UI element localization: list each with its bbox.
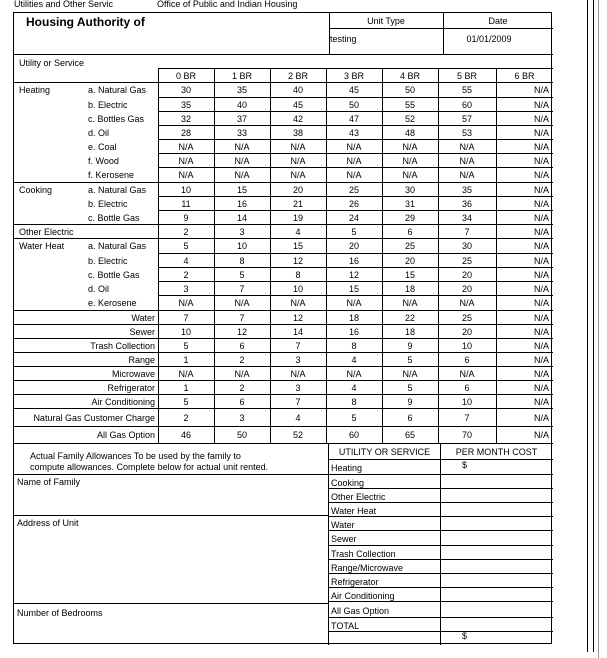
cell-11-4: 25 bbox=[404, 241, 415, 251]
cell-7-4: 30 bbox=[404, 185, 415, 195]
cell-14-2: 10 bbox=[292, 284, 303, 294]
cell-19-6: N/A bbox=[533, 355, 549, 365]
cell-4-1: N/A bbox=[234, 142, 250, 152]
cell-6-1: N/A bbox=[234, 170, 250, 180]
row-label-14: d. Oil bbox=[88, 284, 110, 294]
row-label-13: c. Bottle Gas bbox=[88, 270, 140, 280]
cell-16-6: N/A bbox=[533, 313, 549, 323]
cell-21-6: N/A bbox=[533, 383, 549, 393]
service-9: Air Conditioning bbox=[331, 591, 395, 601]
form-title: Housing Authority of bbox=[26, 15, 145, 29]
cell-22-6: N/A bbox=[533, 397, 549, 407]
cell-0-5: 55 bbox=[461, 85, 472, 95]
column-header-6: 6 BR bbox=[514, 71, 535, 81]
rule-h bbox=[14, 82, 553, 83]
cell-5-6: N/A bbox=[533, 156, 549, 166]
cell-13-1: 5 bbox=[239, 270, 245, 280]
cell-9-0: 9 bbox=[183, 213, 189, 223]
row-label-23: Natural Gas Customer Charge bbox=[33, 413, 155, 423]
row-label-5: f. Wood bbox=[88, 156, 119, 166]
cell-5-1: N/A bbox=[234, 156, 250, 166]
cell-11-0: 5 bbox=[183, 241, 189, 251]
cell-4-2: N/A bbox=[290, 142, 306, 152]
row-label-1: b. Electric bbox=[88, 100, 128, 110]
cell-13-0: 2 bbox=[183, 270, 189, 280]
rule-h bbox=[328, 545, 553, 546]
cell-4-0: N/A bbox=[178, 142, 194, 152]
cell-1-4: 55 bbox=[404, 100, 415, 110]
row-label-3: d. Oil bbox=[88, 128, 110, 138]
cell-20-1: N/A bbox=[234, 369, 250, 379]
cell-23-3: 5 bbox=[351, 413, 357, 423]
cell-10-1: 3 bbox=[239, 227, 245, 237]
rule-h bbox=[328, 617, 553, 618]
cell-12-4: 20 bbox=[404, 256, 415, 266]
cell-1-5: 60 bbox=[461, 100, 472, 110]
unit-type-label: Unit Type bbox=[367, 16, 405, 26]
cell-11-2: 15 bbox=[292, 241, 303, 251]
service-10: All Gas Option bbox=[331, 606, 390, 616]
cell-16-3: 18 bbox=[348, 313, 359, 323]
cell-9-2: 19 bbox=[292, 213, 303, 223]
row-label-19: Range bbox=[128, 355, 155, 365]
cell-23-0: 2 bbox=[183, 413, 189, 423]
cell-8-5: 36 bbox=[461, 199, 472, 209]
cell-3-0: 28 bbox=[180, 128, 191, 138]
cell-17-1: 12 bbox=[236, 327, 247, 337]
cell-24-0: 46 bbox=[180, 430, 191, 440]
cell-6-4: N/A bbox=[402, 170, 418, 180]
cell-17-5: 20 bbox=[461, 327, 472, 337]
cell-6-2: N/A bbox=[290, 170, 306, 180]
cell-22-2: 7 bbox=[295, 397, 301, 407]
cell-3-5: 53 bbox=[461, 128, 472, 138]
rule-h bbox=[328, 631, 553, 632]
cell-22-1: 6 bbox=[239, 397, 245, 407]
rule-h bbox=[158, 281, 553, 282]
cell-7-6: N/A bbox=[533, 185, 549, 195]
cell-13-2: 8 bbox=[295, 270, 301, 280]
rule-h bbox=[328, 573, 553, 574]
rule-h bbox=[14, 238, 553, 239]
rule-h bbox=[328, 488, 553, 489]
cell-19-4: 5 bbox=[407, 355, 413, 365]
cell-19-0: 1 bbox=[183, 355, 189, 365]
cell-12-6: N/A bbox=[533, 256, 549, 266]
cell-15-4: N/A bbox=[402, 298, 418, 308]
row-label-0: a. Natural Gas bbox=[88, 85, 147, 95]
service-0: Heating bbox=[331, 463, 363, 473]
cell-23-4: 6 bbox=[407, 413, 413, 423]
rule-h bbox=[158, 153, 553, 154]
cell-1-3: 50 bbox=[348, 100, 359, 110]
cell-10-4: 6 bbox=[407, 227, 413, 237]
cell-1-6: N/A bbox=[533, 100, 549, 110]
column-header-4: 4 BR bbox=[399, 71, 420, 81]
rule-h bbox=[328, 474, 553, 475]
total-dollar: $ bbox=[462, 631, 468, 641]
service-3: Water Heat bbox=[331, 506, 377, 516]
cell-14-0: 3 bbox=[183, 284, 189, 294]
cell-11-1: 10 bbox=[236, 241, 247, 251]
cell-14-4: 18 bbox=[404, 284, 415, 294]
rule-h bbox=[158, 125, 553, 126]
cell-20-0: N/A bbox=[178, 369, 194, 379]
cell-22-5: 10 bbox=[461, 397, 472, 407]
allowance-text-1: Actual Family Allowances To be used by the family to bbox=[30, 451, 241, 461]
rule-h bbox=[158, 267, 553, 268]
cell-5-5: N/A bbox=[459, 156, 475, 166]
rule-h bbox=[14, 182, 553, 183]
rule-h bbox=[329, 28, 553, 29]
rule-h bbox=[328, 516, 553, 517]
cell-6-5: N/A bbox=[459, 170, 475, 180]
unit-type-value: testing bbox=[330, 34, 357, 44]
cell-4-3: N/A bbox=[346, 142, 362, 152]
cell-19-2: 3 bbox=[295, 355, 301, 365]
cell-20-2: N/A bbox=[290, 369, 306, 379]
cell-16-0: 7 bbox=[183, 313, 189, 323]
cell-14-3: 15 bbox=[348, 284, 359, 294]
rule-h bbox=[14, 515, 328, 516]
service-4: Water bbox=[331, 520, 355, 530]
cell-16-1: 7 bbox=[239, 313, 245, 323]
cell-8-6: N/A bbox=[533, 199, 549, 209]
cell-7-1: 15 bbox=[236, 185, 247, 195]
cell-3-6: N/A bbox=[533, 128, 549, 138]
cell-11-3: 20 bbox=[348, 241, 359, 251]
rule-h bbox=[14, 54, 553, 55]
cell-24-3: 60 bbox=[348, 430, 359, 440]
date-label: Date bbox=[488, 16, 508, 26]
cell-19-5: 6 bbox=[464, 355, 470, 365]
cell-3-3: 43 bbox=[348, 128, 359, 138]
cell-18-2: 7 bbox=[295, 341, 301, 351]
cell-1-0: 35 bbox=[180, 100, 191, 110]
cell-15-5: N/A bbox=[459, 298, 475, 308]
cell-17-2: 14 bbox=[292, 327, 303, 337]
rule-h bbox=[328, 502, 553, 503]
rule-h bbox=[328, 587, 553, 588]
utility-allowance-form bbox=[13, 12, 552, 644]
cell-8-4: 31 bbox=[404, 199, 415, 209]
row-label-7: a. Natural Gas bbox=[88, 185, 147, 195]
name-of-family-label: Name of Family bbox=[17, 477, 81, 487]
cell-23-2: 4 bbox=[295, 413, 301, 423]
row-label-8: b. Electric bbox=[88, 199, 128, 209]
top-left-text: Utilities and Other Servic bbox=[14, 0, 114, 9]
cell-13-4: 15 bbox=[404, 270, 415, 280]
cell-23-5: 7 bbox=[464, 413, 470, 423]
cell-13-6: N/A bbox=[533, 270, 549, 280]
rule-v bbox=[158, 68, 159, 443]
cell-9-5: 34 bbox=[461, 213, 472, 223]
rule-h bbox=[328, 601, 553, 602]
cell-20-5: N/A bbox=[459, 369, 475, 379]
cell-21-5: 6 bbox=[464, 383, 470, 393]
service-2: Other Electric bbox=[331, 492, 386, 502]
rule-h bbox=[14, 338, 553, 339]
row-group-10: Other Electric bbox=[19, 227, 74, 237]
cell-3-1: 33 bbox=[236, 128, 247, 138]
rule-h bbox=[158, 196, 553, 197]
cell-0-1: 35 bbox=[236, 85, 247, 95]
rule-h bbox=[14, 394, 553, 395]
rule-h bbox=[158, 97, 553, 98]
rule-h bbox=[158, 210, 553, 211]
rule-h bbox=[158, 253, 553, 254]
date-value: 01/01/2009 bbox=[466, 34, 512, 44]
cell-24-1: 50 bbox=[236, 430, 247, 440]
rule-v bbox=[438, 68, 439, 443]
service-5: Sewer bbox=[331, 534, 357, 544]
cell-22-0: 5 bbox=[183, 397, 189, 407]
cell-15-3: N/A bbox=[346, 298, 362, 308]
service-7: Range/Microwave bbox=[331, 563, 404, 573]
cell-20-4: N/A bbox=[402, 369, 418, 379]
cell-12-0: 4 bbox=[183, 256, 189, 266]
cell-10-6: N/A bbox=[533, 227, 549, 237]
row-group-11: Water Heat bbox=[19, 241, 65, 251]
row-label-15: e. Kerosene bbox=[88, 298, 137, 308]
cell-10-0: 2 bbox=[183, 227, 189, 237]
rule-v bbox=[496, 68, 497, 443]
cell-12-1: 8 bbox=[239, 256, 245, 266]
row-label-9: c. Bottle Gas bbox=[88, 213, 140, 223]
cell-6-0: N/A bbox=[178, 170, 194, 180]
cell-18-3: 8 bbox=[351, 341, 357, 351]
right-scroll-border bbox=[587, 0, 594, 652]
cell-0-6: N/A bbox=[533, 85, 549, 95]
cell-2-6: N/A bbox=[533, 114, 549, 124]
cost-header: PER MONTH COST bbox=[455, 447, 538, 457]
cell-6-6: N/A bbox=[533, 170, 549, 180]
rule-h bbox=[14, 224, 553, 225]
column-header-0: 0 BR bbox=[175, 71, 196, 81]
address-of-unit-label: Address of Unit bbox=[17, 518, 79, 528]
row-label-18: Trash Collection bbox=[90, 341, 155, 351]
cell-1-2: 45 bbox=[292, 100, 303, 110]
cell-11-6: N/A bbox=[533, 241, 549, 251]
cell-15-0: N/A bbox=[178, 298, 194, 308]
cell-17-0: 10 bbox=[180, 327, 191, 337]
column-header-3: 3 BR bbox=[343, 71, 364, 81]
cell-24-2: 52 bbox=[292, 430, 303, 440]
cell-16-5: 25 bbox=[461, 313, 472, 323]
cell-8-3: 26 bbox=[348, 199, 359, 209]
cell-10-5: 7 bbox=[464, 227, 470, 237]
service-header: UTILITY OR SERVICE bbox=[338, 447, 431, 457]
cell-7-3: 25 bbox=[348, 185, 359, 195]
rule-h bbox=[158, 295, 553, 296]
cell-18-6: N/A bbox=[533, 341, 549, 351]
cell-5-2: N/A bbox=[290, 156, 306, 166]
cell-9-6: N/A bbox=[533, 213, 549, 223]
rule-h bbox=[14, 408, 553, 409]
cell-0-0: 30 bbox=[180, 85, 191, 95]
cell-21-1: 2 bbox=[239, 383, 245, 393]
cell-21-2: 3 bbox=[295, 383, 301, 393]
row-label-4: e. Coal bbox=[88, 142, 117, 152]
cell-5-3: N/A bbox=[346, 156, 362, 166]
cell-0-4: 50 bbox=[404, 85, 415, 95]
heating-dollar: $ bbox=[462, 460, 468, 470]
cell-18-4: 9 bbox=[407, 341, 413, 351]
cell-18-0: 5 bbox=[183, 341, 189, 351]
cell-5-0: N/A bbox=[178, 156, 194, 166]
cell-10-3: 5 bbox=[351, 227, 357, 237]
cell-24-5: 70 bbox=[461, 430, 472, 440]
rule-h bbox=[14, 310, 553, 311]
cell-4-6: N/A bbox=[533, 142, 549, 152]
cell-24-6: N/A bbox=[533, 430, 549, 440]
cell-10-2: 4 bbox=[295, 227, 301, 237]
row-label-11: a. Natural Gas bbox=[88, 241, 147, 251]
column-header-5: 5 BR bbox=[456, 71, 477, 81]
cell-6-3: N/A bbox=[346, 170, 362, 180]
rule-v bbox=[326, 68, 327, 443]
cell-9-1: 14 bbox=[236, 213, 247, 223]
cell-9-4: 29 bbox=[404, 213, 415, 223]
cell-21-4: 5 bbox=[407, 383, 413, 393]
cell-12-2: 12 bbox=[292, 256, 303, 266]
row-label-22: Air Conditioning bbox=[91, 397, 155, 407]
cell-14-1: 7 bbox=[239, 284, 245, 294]
column-header-1: 1 BR bbox=[231, 71, 252, 81]
rule-h bbox=[158, 111, 553, 112]
cell-15-1: N/A bbox=[234, 298, 250, 308]
cell-1-1: 40 bbox=[236, 100, 247, 110]
cell-17-4: 18 bbox=[404, 327, 415, 337]
cell-7-0: 10 bbox=[180, 185, 191, 195]
rule-v bbox=[270, 68, 271, 443]
allowance-text-2: compute allowances. Complete below for actual unit rented. bbox=[30, 462, 269, 472]
cell-5-4: N/A bbox=[402, 156, 418, 166]
row-group-7: Cooking bbox=[19, 185, 53, 195]
cell-15-2: N/A bbox=[290, 298, 306, 308]
row-label-20: Microwave bbox=[111, 369, 155, 379]
rule-h bbox=[158, 139, 553, 140]
row-label-24: All Gas Option bbox=[96, 430, 155, 440]
cell-12-5: 25 bbox=[461, 256, 472, 266]
cell-19-1: 2 bbox=[239, 355, 245, 365]
row-label-12: b. Electric bbox=[88, 256, 128, 266]
cell-0-2: 40 bbox=[292, 85, 303, 95]
cell-14-6: N/A bbox=[533, 284, 549, 294]
cell-4-5: N/A bbox=[459, 142, 475, 152]
cell-20-6: N/A bbox=[533, 369, 549, 379]
rule-h bbox=[14, 603, 328, 604]
cell-8-1: 16 bbox=[236, 199, 247, 209]
service-8: Refrigerator bbox=[331, 577, 379, 587]
cell-3-2: 38 bbox=[292, 128, 303, 138]
rule-h bbox=[328, 459, 553, 460]
cell-2-3: 47 bbox=[348, 114, 359, 124]
cell-21-0: 1 bbox=[183, 383, 189, 393]
cell-17-6: N/A bbox=[533, 327, 549, 337]
cell-13-5: 20 bbox=[461, 270, 472, 280]
service-6: Trash Collection bbox=[331, 549, 396, 559]
rule-h bbox=[328, 559, 553, 560]
cell-9-3: 24 bbox=[348, 213, 359, 223]
cell-0-3: 45 bbox=[348, 85, 359, 95]
number-of-bedrooms-label: Number of Bedrooms bbox=[17, 608, 103, 618]
rule-h bbox=[14, 324, 553, 325]
cell-16-4: 22 bbox=[404, 313, 415, 323]
cell-19-3: 4 bbox=[351, 355, 357, 365]
cell-7-5: 35 bbox=[461, 185, 472, 195]
cell-12-3: 16 bbox=[348, 256, 359, 266]
rule-h bbox=[328, 530, 553, 531]
row-label-17: Sewer bbox=[129, 327, 155, 337]
cell-16-2: 12 bbox=[292, 313, 303, 323]
rule-v bbox=[214, 68, 215, 443]
cell-15-6: N/A bbox=[533, 298, 549, 308]
cell-4-4: N/A bbox=[402, 142, 418, 152]
rule-h bbox=[14, 426, 553, 427]
rule-v bbox=[382, 68, 383, 443]
cell-7-2: 20 bbox=[292, 185, 303, 195]
cell-13-3: 12 bbox=[348, 270, 359, 280]
rule-h bbox=[14, 366, 553, 367]
cell-22-4: 9 bbox=[407, 397, 413, 407]
cell-11-5: 30 bbox=[461, 241, 472, 251]
cell-18-5: 10 bbox=[461, 341, 472, 351]
row-label-16: Water bbox=[131, 313, 155, 323]
cell-2-4: 52 bbox=[404, 114, 415, 124]
utility-or-service-label: Utility or Service bbox=[19, 58, 85, 68]
rule-h bbox=[14, 443, 553, 444]
cell-23-1: 3 bbox=[239, 413, 245, 423]
row-label-21: Refrigerator bbox=[107, 383, 155, 393]
rule-h bbox=[158, 167, 553, 168]
row-label-2: c. Bottles Gas bbox=[88, 114, 145, 124]
cell-8-0: 11 bbox=[181, 199, 191, 209]
service-11: TOTAL bbox=[331, 621, 360, 631]
cell-2-1: 37 bbox=[236, 114, 247, 124]
cell-17-3: 16 bbox=[348, 327, 359, 337]
cell-22-3: 8 bbox=[351, 397, 357, 407]
top-center-text: Office of Public and Indian Housing bbox=[157, 0, 298, 9]
cell-2-2: 42 bbox=[292, 114, 303, 124]
rule-h bbox=[158, 68, 553, 69]
cell-18-1: 6 bbox=[239, 341, 245, 351]
cell-3-4: 48 bbox=[404, 128, 415, 138]
cell-14-5: 20 bbox=[461, 284, 472, 294]
row-group-0: Heating bbox=[19, 85, 51, 95]
window-edge bbox=[598, 0, 599, 658]
cell-2-5: 57 bbox=[461, 114, 472, 124]
cell-20-3: N/A bbox=[346, 369, 362, 379]
cell-2-0: 32 bbox=[180, 114, 191, 124]
row-label-6: f. Kerosene bbox=[88, 170, 135, 180]
cell-24-4: 65 bbox=[404, 430, 415, 440]
cell-23-6: N/A bbox=[533, 413, 549, 423]
column-header-2: 2 BR bbox=[287, 71, 308, 81]
service-1: Cooking bbox=[331, 478, 365, 488]
cell-8-2: 21 bbox=[292, 199, 303, 209]
rule-h bbox=[14, 352, 553, 353]
rule-h bbox=[14, 380, 553, 381]
cell-21-3: 4 bbox=[351, 383, 357, 393]
rule-h bbox=[14, 474, 328, 475]
